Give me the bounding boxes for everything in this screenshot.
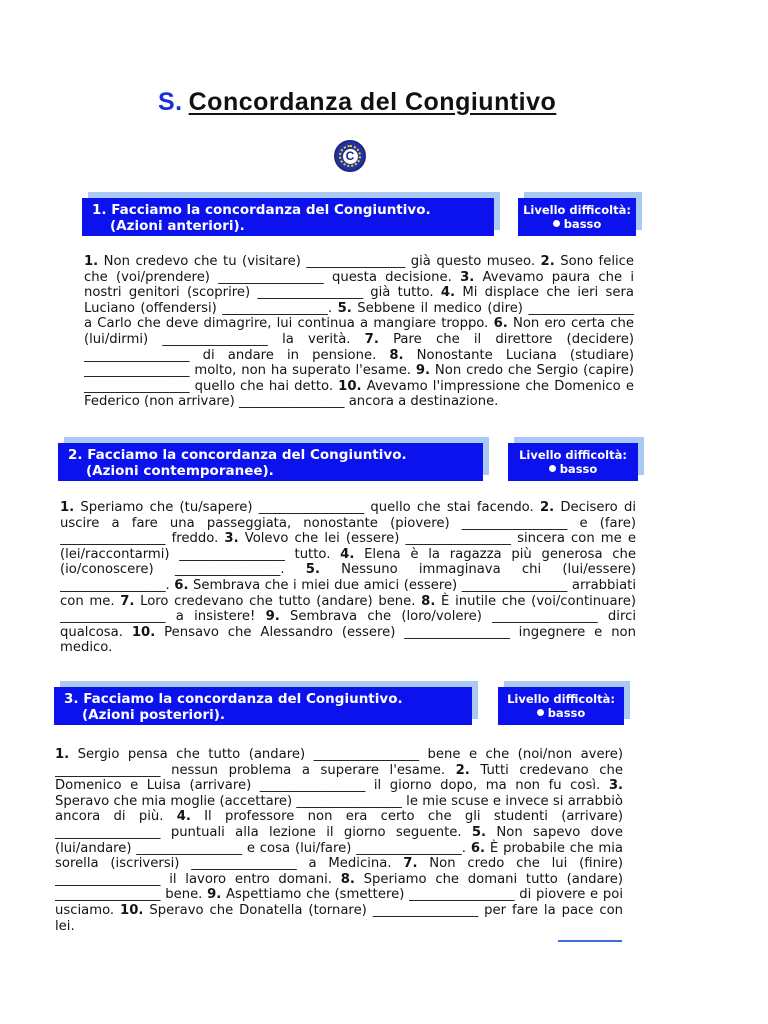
item-number: 6. bbox=[174, 577, 189, 593]
item-number: 5. bbox=[305, 562, 320, 578]
section-3-title: 3. Facciamo la concordanza del Congiuntivo. bbox=[64, 691, 403, 707]
item-text: Pensavo che Alessandro (essere) ________________ ingegnere e non medico. bbox=[60, 624, 636, 656]
section-1-level-badge bbox=[518, 198, 636, 236]
section-2-exercise bbox=[60, 500, 636, 662]
item-number: 3. bbox=[460, 269, 475, 285]
section-3-exercise bbox=[55, 747, 623, 939]
item-number: 10. bbox=[338, 378, 362, 394]
item-number: 1. bbox=[84, 254, 99, 269]
item-text: Speravo che mia moglie (accettare) ________________ le mie scuse e invece si arrabbiò ancora di più. bbox=[55, 793, 623, 825]
item-number: 6. bbox=[493, 316, 508, 332]
item-number: 1. bbox=[55, 747, 70, 762]
item-number: 5. bbox=[337, 300, 352, 316]
section-1-title: 1. Facciamo la concordanza del Congiuntivo. bbox=[92, 202, 431, 218]
item-text: Nonostante Luciana (studiare) ________________ molto, non ha superato l'esame. bbox=[84, 347, 634, 379]
item-number: 1. bbox=[60, 500, 75, 515]
section-3-level-value: basso bbox=[547, 706, 586, 720]
item-number: 5. bbox=[471, 824, 487, 840]
section-2-level-value: basso bbox=[559, 462, 598, 476]
item-text: Avevamo paura che i nostri genitori (scoprire) ________________ già tutto. bbox=[84, 269, 634, 301]
section-3-level-badge bbox=[498, 687, 624, 725]
section-2-header bbox=[58, 443, 483, 481]
logo-letter: C bbox=[343, 149, 358, 164]
item-number: 2. bbox=[455, 762, 470, 778]
section-3-header bbox=[54, 687, 472, 725]
item-text: Non credo che lui (finire) ________________ il lavoro entro domani. bbox=[55, 856, 623, 887]
item-text: Nessuno immaginava chi (lui/essere) ________________. bbox=[60, 562, 636, 593]
item-text: Avevamo l'impressione che Domenico e Federico (non arrivare) ________________ ancora a destinazione. bbox=[84, 378, 634, 410]
section-2-subtitle: (Azioni contemporanee). bbox=[86, 463, 274, 479]
item-text: Non credo che Sergio (capire) ________________ quello che hai detto. bbox=[84, 363, 634, 394]
item-number: 6. bbox=[470, 840, 485, 856]
item-number: 9. bbox=[415, 363, 431, 379]
section-1-level-value: basso bbox=[563, 217, 602, 231]
item-text: Sembrava che i miei due amici (essere) ________________ arrabbiati con me. bbox=[60, 577, 636, 609]
european-union-stars-icon bbox=[334, 140, 366, 172]
bullet-icon bbox=[549, 465, 556, 472]
item-number: 4. bbox=[340, 546, 355, 562]
item-text: Speriamo che domani tutto (andare) ________________ bene. bbox=[55, 871, 623, 903]
section-3-level-label: Livello difficoltà: bbox=[507, 692, 615, 706]
item-number: 8. bbox=[389, 347, 404, 363]
item-text: Speriamo che (tu/sapere) ________________ quello che stai facendo. bbox=[74, 500, 540, 515]
item-number: 3. bbox=[608, 778, 623, 794]
item-number: 2. bbox=[540, 254, 555, 269]
item-text: Tutti credevano che Domenico e Luisa (arrivare) ________________ il giorno dopo, ma non fu così. bbox=[55, 762, 623, 794]
item-text: Il professore non era certo che gli studenti (arrivare) ________________ puntuali alla lezione il giorno seguente. bbox=[55, 809, 623, 840]
section-1-level-label: Livello difficoltà: bbox=[523, 203, 631, 217]
item-number: 4. bbox=[440, 285, 456, 301]
item-number: 7. bbox=[120, 593, 135, 609]
item-text: Loro credevano che tutto (andare) bene. bbox=[134, 593, 422, 609]
item-text: Aspettiamo che (smettere) ________________ di piovere e poi usciamo. bbox=[55, 887, 623, 918]
item-text: È probabile che mia sorella (iscriversi) ________________ a Medicina. bbox=[55, 840, 623, 872]
page-title bbox=[158, 88, 556, 117]
section-2-title: 2. Facciamo la concordanza del Congiuntivo. bbox=[68, 447, 407, 463]
item-text: Pare che il direttore (decidere) ________________ di andare in pensione. bbox=[84, 331, 634, 363]
item-number: 3. bbox=[224, 531, 239, 547]
item-text: Sono felice che (voi/prendere) ________________ questa decisione. bbox=[84, 254, 634, 285]
item-text: Non credevo che tu (visitare) _______________ già questo museo. bbox=[98, 254, 541, 269]
section-2-level-badge bbox=[508, 443, 638, 481]
item-text: Non sapevo dove (lui/andare) ________________ e cosa (lui/fare) ________________. bbox=[55, 824, 623, 856]
section-1-exercise bbox=[84, 254, 634, 416]
item-text: Sebbene il medico (dire) ________________ a Carlo che deve dimagrire, lui continua a mangiare troppo. bbox=[84, 300, 634, 332]
item-text: Speravo che Donatella (tornare) ________________ per fare la pace con lei. bbox=[55, 902, 623, 934]
item-number: 9. bbox=[265, 609, 280, 625]
item-number: 7. bbox=[403, 856, 418, 872]
bullet-icon bbox=[553, 220, 560, 227]
item-text: Decisero di uscire a fare una passeggiata, nonostante (piovere) ________________ e (fare) ________________ freddo. bbox=[60, 500, 636, 547]
item-text: Sembrava che (loro/volere) ________________ dirci qualcosa. bbox=[60, 609, 636, 640]
item-text: Volevo che lei (essere) ________________ sincera con me e (lei/raccontarmi) ________________ tutto. bbox=[60, 531, 636, 562]
item-number: 2. bbox=[539, 500, 555, 515]
bullet-icon bbox=[537, 709, 544, 716]
item-number: 8. bbox=[421, 593, 436, 609]
item-number: 4. bbox=[176, 809, 191, 825]
item-number: 7. bbox=[364, 331, 379, 347]
section-1-subtitle: (Azioni anteriori). bbox=[110, 218, 245, 234]
section-2-level-label: Livello difficoltà: bbox=[519, 448, 627, 462]
title-text: Concordanza del Congiuntivo bbox=[188, 88, 557, 116]
item-text: Non ero certa che (lui/dirmi) ________________ la verità. bbox=[84, 316, 634, 347]
title-letter: S. bbox=[158, 88, 183, 116]
item-number: 9. bbox=[207, 887, 222, 903]
divider-line bbox=[558, 940, 622, 942]
item-text: Mi displace che ieri sera Luciano (offendersi) ________________. bbox=[84, 285, 634, 316]
section-1-header bbox=[82, 198, 494, 236]
item-text: Elena è la ragazza più generosa che (io/conoscere) ________________. bbox=[60, 546, 636, 578]
section-3-subtitle: (Azioni posteriori). bbox=[82, 707, 226, 723]
item-text: È inutile che (voi/continuare) ________________ a insistere! bbox=[60, 593, 636, 625]
item-number: 10. bbox=[131, 624, 156, 640]
item-text: Sergio pensa che tutto (andare) ________________ bene e che (noi/non avere) ________________ nessun problema a superare l'esame. bbox=[55, 747, 623, 778]
item-number: 10. bbox=[120, 902, 144, 918]
item-number: 8. bbox=[340, 871, 355, 887]
